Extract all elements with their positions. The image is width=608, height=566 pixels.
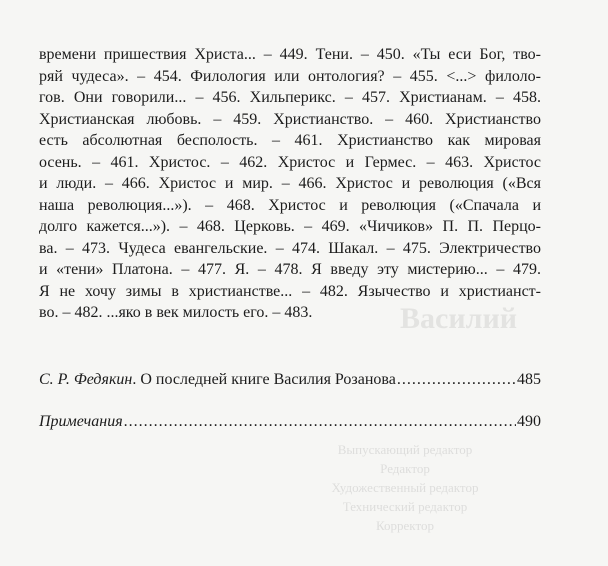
text-line: осень. – 461. Христос. – 462. Христос и Гермес. – 463. Христос (39, 153, 541, 171)
text-line: Я не хочу зимы в христианстве... – 482. Язычество и христианст- (39, 282, 541, 300)
text-line: долго кажется...»). – 468. Церковь. – 469. «Чичиков» П. П. Перцо- (39, 218, 541, 235)
text-line: гов. Они говорили... – 456. Хильперикс. – 457. Христианам. – 458. (39, 89, 541, 106)
text-line: ряй чудеса». – 454. Филология или онтология? – 455. <...> филоло- (39, 67, 541, 85)
show-through-line: Художественный редактор (331, 480, 479, 495)
toc-entry-author: С. Р. Федякин (39, 371, 133, 388)
show-through-line: Корректор (376, 518, 434, 533)
text-line: и люди. – 466. Христос и мир. – 466. Христос и революция («Вся (39, 175, 541, 192)
show-through-line: Выпускающий редактор (337, 442, 473, 457)
text-line: ва. – 473. Чудеса евангельские. – 474. Шакал. – 475. Электричество (39, 239, 541, 257)
show-through-line: Технический редактор (342, 499, 468, 514)
contents-index-paragraph (39, 44, 541, 324)
toc-entry-page: 485 (517, 371, 541, 388)
toc-entry-author: Примечания (39, 413, 123, 430)
toc-entry-notes (39, 413, 541, 431)
show-through-imprint (255, 440, 555, 535)
show-through-heading: Василий (400, 302, 518, 335)
show-through-line: Редактор (380, 461, 430, 476)
text-line: времени пришествия Христа... – 449. Тени. – 450. «Ты еси Бог, тво- (39, 46, 541, 63)
text-line: наша революция...»). – 468. Христос и революция («Спачала и (39, 196, 541, 214)
text-line: во. – 482. ...яко в век милость его. – 483. (39, 304, 313, 321)
text-line: Христианская любовь. – 459. Христианство. – 460. Христианство (39, 110, 541, 128)
toc-entry-heading: . О последней книге Василия Розанова (132, 371, 396, 388)
text-line: и «тени» Платона. – 477. Я. – 478. Я введу эту мистерию... – 479. (39, 261, 541, 278)
toc-entry-afterword (39, 371, 541, 389)
text-line: есть абсолютная бесполость. – 461. Христианство как мировая (39, 132, 541, 149)
toc-leader-dots (397, 371, 516, 389)
toc-entry-title (39, 371, 396, 389)
toc-entry-page: 490 (517, 413, 541, 430)
toc-entry-title (39, 413, 123, 431)
toc-leader-dots (124, 413, 516, 431)
